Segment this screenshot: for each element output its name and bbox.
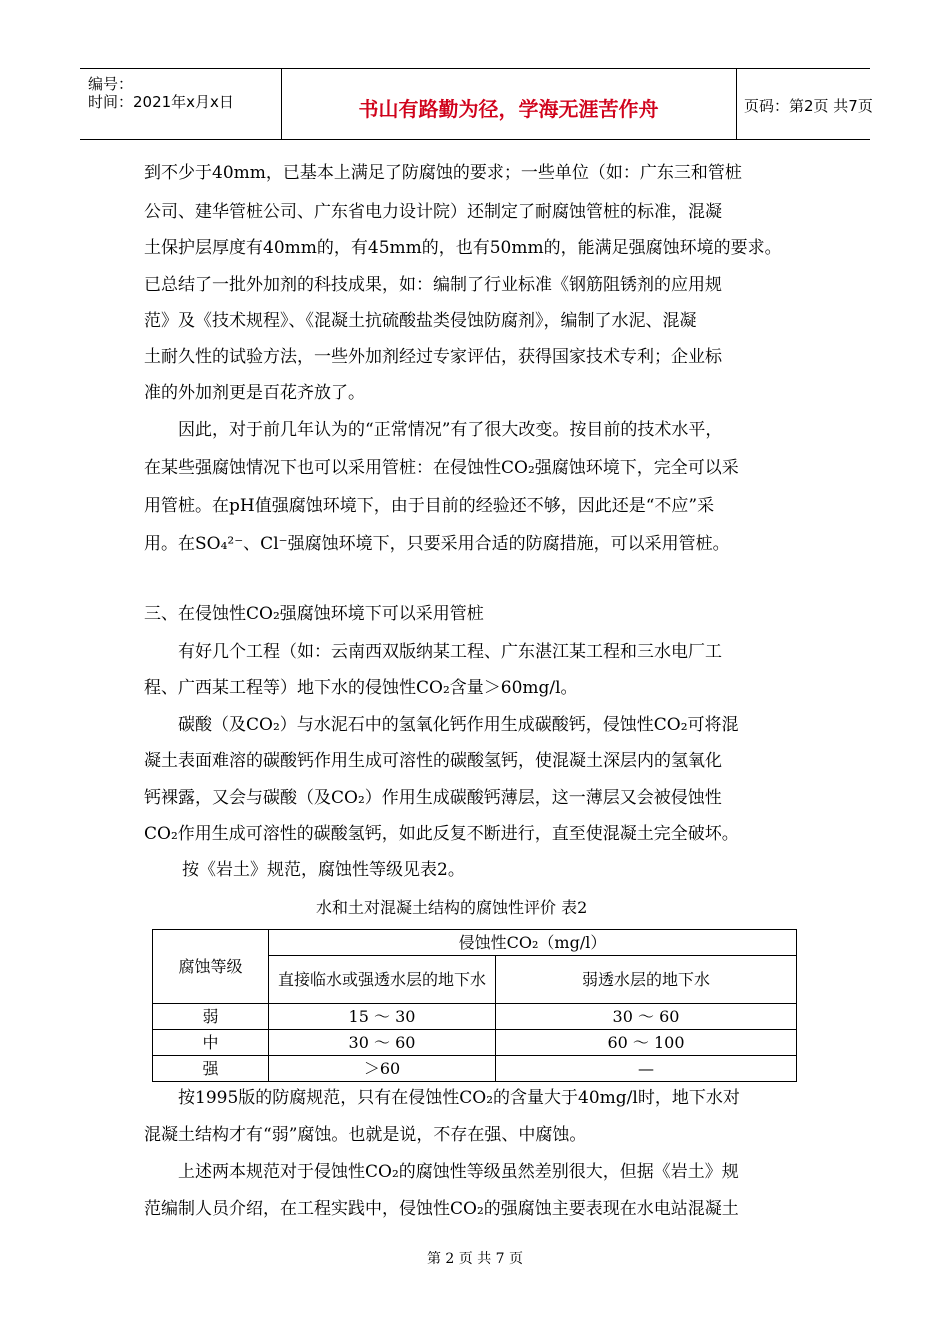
table-cell: ＞60 [269,1056,496,1082]
table-cell: 30 ～ 60 [269,1030,496,1056]
table-cell: 弱 [153,1004,269,1030]
table-cell: — [496,1056,797,1082]
table-caption: 水和土对混凝土结构的腐蚀性评价 表2 [316,898,588,917]
header-motto-cell [281,69,737,139]
table-header-grade: 腐蚀等级 [153,930,269,1004]
table-cell: 15 ～ 30 [269,1004,496,1030]
body-line: 范编制人员介绍，在工程实践中，侵蚀性CO₂的强腐蚀主要表现在水电站混凝土 [144,1199,739,1219]
body-line: 土耐久性的试验方法，一些外加剂经过专家评估，获得国家技术专利；企业标 [144,347,722,367]
header-number: 编号： [88,75,134,93]
table-row [153,1056,797,1082]
header-date: 时间：2021年x月x日 [88,93,234,111]
body-line: 准的外加剂更是百花齐放了。 [144,383,365,403]
table-row [153,1030,797,1056]
body-line: 在某些强腐蚀情况下也可以采用管桩：在侵蚀性CO₂强腐蚀环境下，完全可以采 [144,458,739,478]
body-line: 公司、建华管桩公司、广东省电力设计院）还制定了耐腐蚀管桩的标准，混凝 [144,202,722,222]
header-motto: 书山有路勤为径，学海无涯苦作舟 [358,97,659,121]
body-line: 混凝土结构才有“弱”腐蚀。也就是说，不存在强、中腐蚀。 [144,1125,587,1145]
header-page: 页码：第2页 共7页 [744,97,873,115]
header-meta [80,69,282,139]
page-header [80,68,873,140]
body-line: CO₂作用生成可溶性的碳酸氢钙，如此反复不断进行，直至使混凝土完全破坏。 [144,824,739,844]
table-header-co2: 侵蚀性CO₂（mg/l） [269,930,797,956]
body-line: 因此，对于前几年认为的“正常情况”有了很大改变。按目前的技术水平， [178,420,723,440]
table-header-weak: 弱透水层的地下水 [496,956,797,1004]
body-line: 已总结了一批外加剂的科技成果，如：编制了行业标准《钢筋阻锈剂的应用规 [144,275,722,295]
body-line: 碳酸（及CO₂）与水泥石中的氢氧化钙作用生成碳酸钙，侵蚀性CO₂可将混 [178,715,739,735]
body-line: 用。在SO₄²⁻、Cl⁻强腐蚀环境下，只要采用合适的防腐措施，可以采用管桩。 [144,534,730,554]
header-page-cell [736,69,873,139]
body-line: 凝土表面难溶的碳酸钙作用生成可溶性的碳酸氢钙，使混凝土深层内的氢氧化 [144,751,722,771]
body-line: 上述两本规范对于侵蚀性CO₂的腐蚀性等级虽然差别很大，但据《岩土》规 [178,1162,739,1182]
body-line: 有好几个工程（如：云南西双版纳某工程、广东湛江某工程和三水电厂工 [178,642,722,662]
body-line: 到不少于40mm，已基本上满足了防腐蚀的要求；一些单位（如：广东三和管桩 [144,163,742,183]
body-line: 钙裸露，又会与碳酸（及CO₂）作用生成碳酸钙薄层，这一薄层又会被侵蚀性 [144,788,722,808]
body-line: 用管桩。在pH值强腐蚀环境下，由于目前的经验还不够，因此还是“不应”采 [144,496,715,516]
body-line: 土保护层厚度有40mm的，有45mm的，也有50mm的，能满足强腐蚀环境的要求。 [144,238,782,258]
body-line: 按《岩土》规范，腐蚀性等级见表2。 [182,860,465,880]
page-footer: 第 2 页 共 7 页 [426,1251,524,1267]
table-header-direct: 直接临水或强透水层的地下水 [269,956,496,1004]
table-cell: 强 [153,1056,269,1082]
table-cell: 中 [153,1030,269,1056]
body-line: 按1995版的防腐规范，只有在侵蚀性CO₂的含量大于40mg/l时，地下水对 [178,1088,740,1108]
section-heading: 三、在侵蚀性CO₂强腐蚀环境下可以采用管桩 [144,604,484,624]
table-cell: 30 ～ 60 [496,1004,797,1030]
table-row [153,1004,797,1030]
table-cell: 60 ～ 100 [496,1030,797,1056]
body-line: 范》及《技术规程》、《混凝土抗硫酸盐类侵蚀防腐剂》，编制了水泥、混凝 [144,311,697,331]
corrosion-table [152,929,797,1082]
body-line: 程、广西某工程等）地下水的侵蚀性CO₂含量＞60mg/l。 [144,678,578,698]
